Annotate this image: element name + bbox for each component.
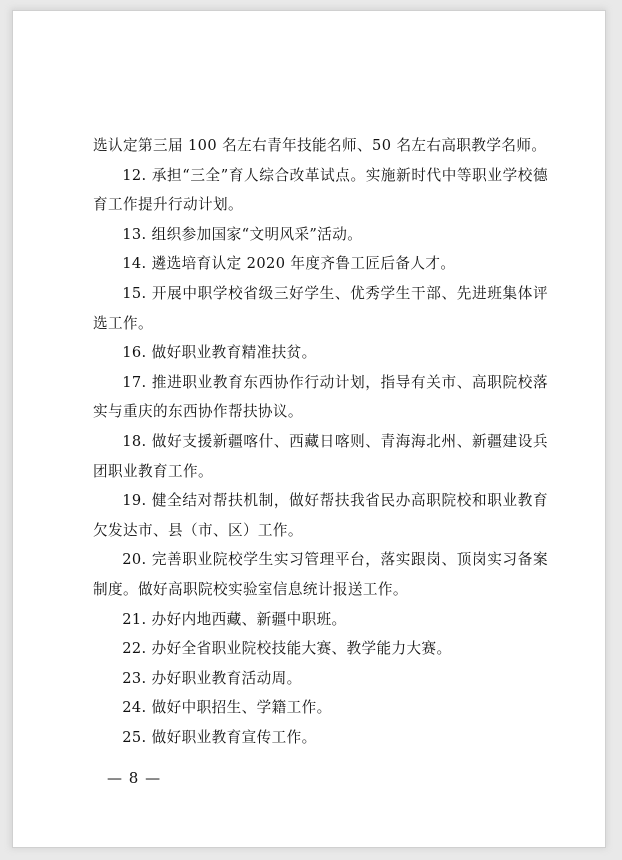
- list-item-14: 14. 遴选培育认定 2020 年度齐鲁工匠后备人才。: [122, 255, 456, 273]
- list-item-19: 19. 健全结对帮扶机制，做好帮扶我省民办高职院校和职业教育欠发达市、县（市、区）工作。: [93, 492, 548, 539]
- list-item-24: 24. 做好中职招生、学籍工作。: [122, 699, 332, 717]
- list-item-20: 20. 完善职业院校学生实习管理平台，落实跟岗、顶岗实习备案制度。做好高职院校实验室信息统计报送工作。: [93, 551, 548, 598]
- list-item-23: 23. 办好职业教育活动周。: [122, 669, 302, 687]
- list-item-25: 25. 做好职业教育宣传工作。: [122, 728, 317, 746]
- list-item-13: 13. 组织参加国家“文明风采”活动。: [122, 225, 363, 243]
- document-page: [12, 10, 606, 848]
- paragraph-continuation: 选认定第三届 100 名左右青年技能名师、50 名左右高职教学名师。: [93, 137, 547, 154]
- list-item-22: 22. 办好全省职业院校技能大赛、教学能力大赛。: [122, 640, 452, 658]
- document-body: [93, 131, 548, 752]
- list-item-16: 16. 做好职业教育精准扶贫。: [122, 344, 317, 362]
- list-item-18: 18. 做好支援新疆喀什、西藏日喀则、青海海北州、新疆建设兵团职业教育工作。: [93, 432, 548, 480]
- list-item-17: 17. 推进职业教育东西协作行动计划，指导有关市、高职院校落实与重庆的东西协作帮扶协议。: [93, 373, 548, 421]
- page-number: — 8 —: [107, 769, 162, 787]
- list-item-15: 15. 开展中职学校省级三好学生、优秀学生干部、先进班集体评选工作。: [93, 284, 548, 332]
- list-item-12: 12. 承担“三全”育人综合改革试点。实施新时代中等职业学校德育工作提升行动计划。: [93, 166, 548, 214]
- list-item-21: 21. 办好内地西藏、新疆中职班。: [122, 610, 347, 628]
